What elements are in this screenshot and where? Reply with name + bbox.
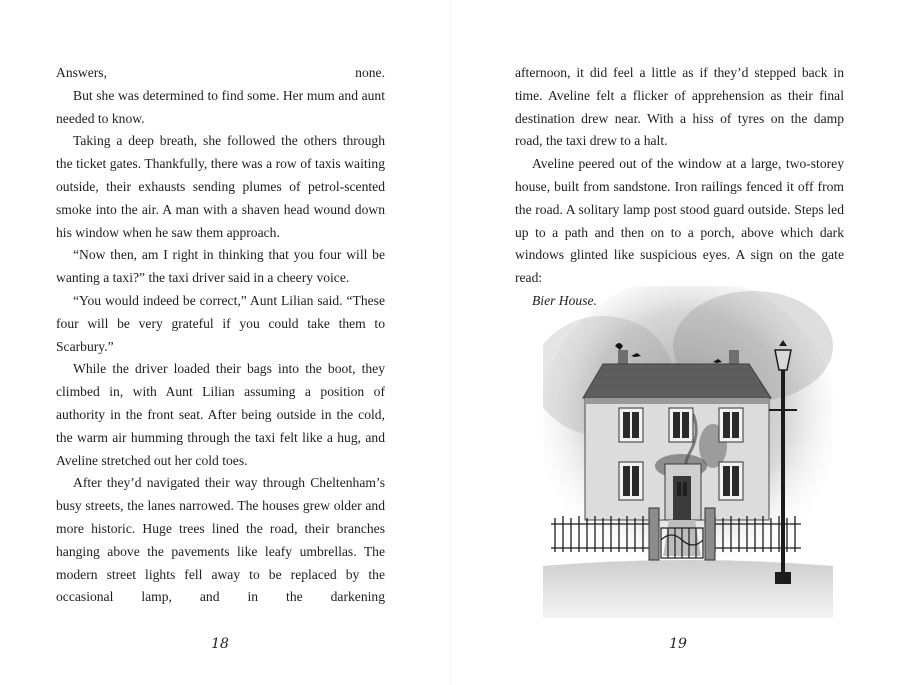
- page-number: 19: [669, 636, 687, 652]
- house-illustration: [543, 286, 833, 618]
- door-panel: [677, 482, 681, 496]
- door-panel: [683, 482, 687, 496]
- lower-window: [619, 462, 643, 500]
- gate-sign-text: Bier House.: [532, 292, 597, 308]
- upper-window: [669, 408, 693, 442]
- paragraph: While the driver loaded their bags into the boot, they climbed in, with Aunt Lilian assuming a position of authority in the front seat. After being outside in the cold, the warm air humming through the taxi felt like a hug, and Aveline stretched out her cold toes.: [56, 361, 385, 468]
- facade-shadow: [585, 398, 769, 404]
- paragraph: Taking a deep breath, she followed the others through the ticket gates. Thankfully, there was a row of taxis waiting outside, their exhausts sending plumes of petrol-scented smoke into the air. A man with a shaven head wound down his window when he saw them approach.: [56, 133, 385, 240]
- paragraph: Aveline peered out of the window at a large, two-storey house, built from sandstone. Iron railings fenced it off from the road. A solitary lamp post stood guard outside. Steps led up to a path and then on to a porch, above which dark windows glinted like suspicious eyes. A sign on the gate read:: [515, 156, 844, 286]
- paragraph: Answers, none.: [56, 65, 385, 80]
- paragraph: But she was determined to find some. Her mum and aunt needed to know.: [56, 87, 385, 126]
- paragraph: “You would indeed be correct,” Aunt Lilian said. “These four will be very grateful if you could take them to Scarbury.”: [56, 292, 385, 354]
- upper-window: [619, 408, 643, 442]
- lower-window: [719, 462, 743, 500]
- page-number: 18: [211, 636, 229, 652]
- left-page-text: [56, 62, 385, 609]
- ground: [543, 560, 833, 618]
- roof: [583, 364, 771, 398]
- upper-window: [719, 408, 743, 442]
- gate-post: [649, 508, 659, 560]
- front-door: [673, 476, 691, 520]
- paragraph: “Now then, am I right in thinking that you four will be wanting a taxi?” the taxi driver said in a cheery voice.: [56, 247, 385, 286]
- gate-post: [705, 508, 715, 560]
- right-page-text: [515, 62, 844, 313]
- paragraph: afternoon, it did feel a little as if they’d stepped back in time. Aveline felt a flicker of apprehension as their final destination drew near. With a hiss of tyres on the damp road, the taxi drew to a halt.: [515, 65, 844, 149]
- paragraph: After they’d navigated their way through Cheltenham’s busy streets, the lanes narrowed. The houses grew older and more historic. Huge trees lined the road, their branches hanging above the pavements like leafy umbrellas. The modern street lights fell away to be replaced by the occasional lamp, and in the darkening: [56, 475, 385, 605]
